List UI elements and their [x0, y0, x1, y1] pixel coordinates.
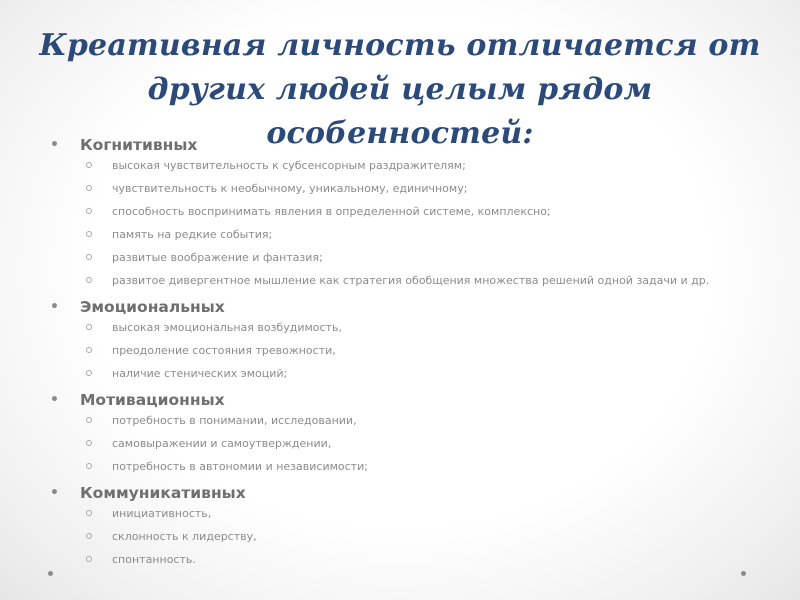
circle-bullet-icon: [86, 510, 92, 516]
circle-bullet-icon: [86, 370, 92, 376]
bullet-icon: •: [50, 392, 59, 408]
circle-bullet-icon: [86, 254, 92, 260]
list-item: потребность в автономии и независимости;: [48, 459, 748, 474]
section-items: [48, 413, 748, 474]
section-items: [48, 320, 748, 381]
bullet-list: [48, 134, 748, 575]
section-items: [48, 158, 748, 288]
title-line-1: Креативная личность отличается от: [39, 28, 761, 63]
list-item: чувствительность к необычному, уникальному, единичному;: [48, 181, 748, 196]
list-item: развитое дивергентное мышление как стратегия обобщения множества решений одной задачи и др.: [48, 273, 748, 288]
section-heading-label: Мотивационных: [80, 391, 225, 409]
circle-bullet-icon: [86, 440, 92, 446]
list-item: самовыражении и самоутверждении,: [48, 436, 748, 451]
list-item: инициативность,: [48, 506, 748, 521]
section-communicative: [48, 482, 748, 567]
section-emotional: [48, 296, 748, 381]
list-item: высокая чувствительность к субсенсорным раздражителям;: [48, 158, 748, 173]
section-heading: [48, 389, 748, 413]
circle-bullet-icon: [86, 208, 92, 214]
list-item: способность воспринимать явления в определенной системе, комплексно;: [48, 204, 748, 219]
bullet-icon: •: [50, 299, 59, 315]
circle-bullet-icon: [86, 417, 92, 423]
decorative-dot-left-icon: [48, 571, 53, 576]
decorative-dot-right-icon: [741, 571, 746, 576]
circle-bullet-icon: [86, 231, 92, 237]
title-line-2: других людей целым рядом особенностей:: [147, 72, 653, 151]
list-item: высокая эмоциональная возбудимость,: [48, 320, 748, 335]
circle-bullet-icon: [86, 463, 92, 469]
circle-bullet-icon: [86, 347, 92, 353]
section-heading-label: Когнитивных: [80, 136, 198, 154]
section-heading: [48, 296, 748, 320]
circle-bullet-icon: [86, 277, 92, 283]
list-item: развитые воображение и фантазия;: [48, 250, 748, 265]
list-item: спонтанность.: [48, 552, 748, 567]
list-item: склонность к лидерству,: [48, 529, 748, 544]
list-item: наличие стенических эмоций;: [48, 366, 748, 381]
section-heading-label: Эмоциональных: [80, 298, 225, 316]
circle-bullet-icon: [86, 556, 92, 562]
list-item: преодоление состояния тревожности,: [48, 343, 748, 358]
section-motivational: [48, 389, 748, 474]
list-item: потребность в понимании, исследовании,: [48, 413, 748, 428]
section-heading: [48, 134, 748, 158]
section-items: [48, 506, 748, 567]
section-heading-label: Коммуникативных: [80, 484, 246, 502]
bullet-icon: •: [50, 485, 59, 501]
circle-bullet-icon: [86, 324, 92, 330]
circle-bullet-icon: [86, 533, 92, 539]
list-item: память на редкие события;: [48, 227, 748, 242]
section-cognitive: [48, 134, 748, 288]
bullet-icon: •: [50, 137, 59, 153]
circle-bullet-icon: [86, 162, 92, 168]
section-heading: [48, 482, 748, 506]
circle-bullet-icon: [86, 185, 92, 191]
